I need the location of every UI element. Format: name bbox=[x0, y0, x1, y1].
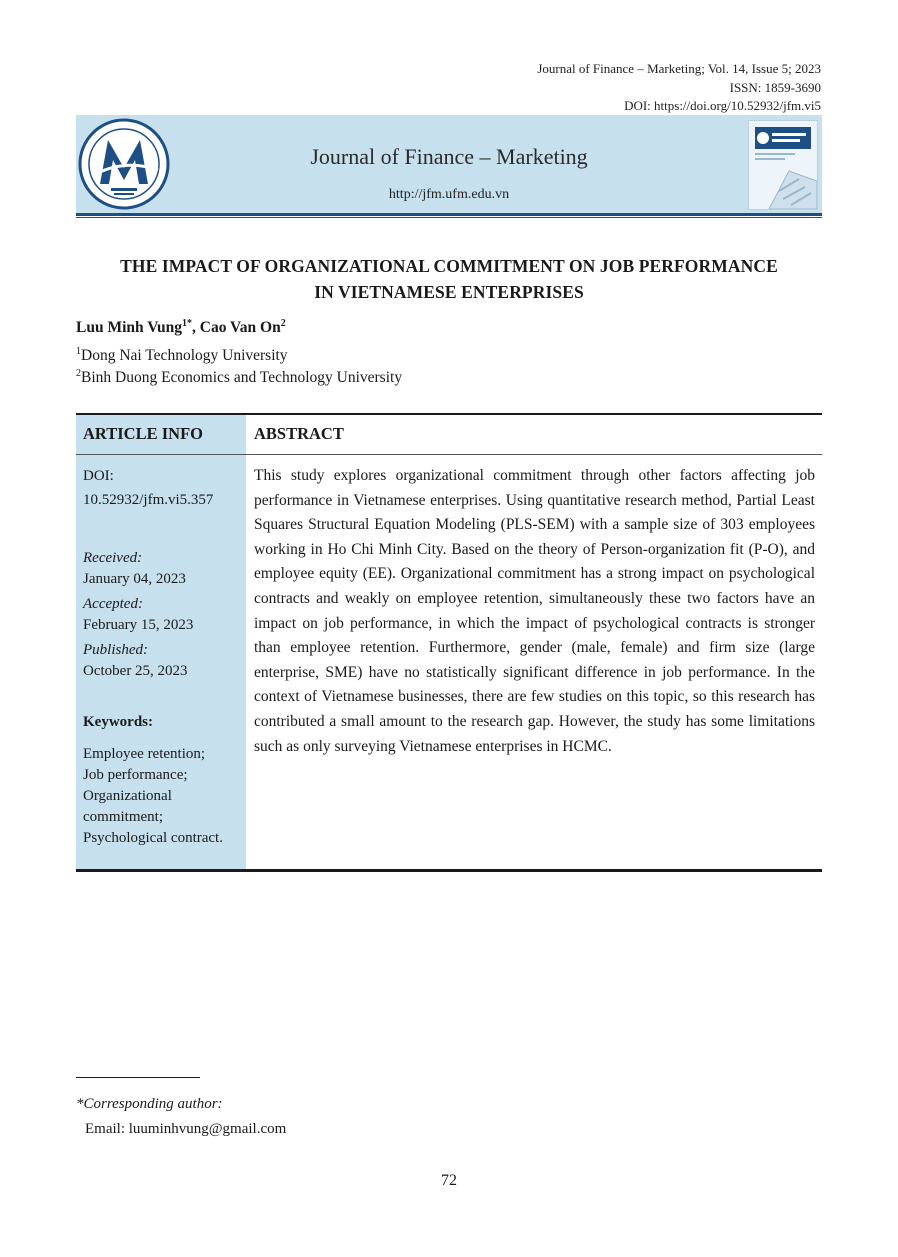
affiliation bbox=[76, 368, 402, 387]
running-header bbox=[537, 60, 821, 116]
article-info-heading: ARTICLE INFO bbox=[83, 424, 203, 443]
keyword: Job performance; bbox=[83, 767, 188, 783]
accepted-label: Accepted: bbox=[83, 596, 143, 612]
journal-banner bbox=[76, 115, 822, 213]
published-label: Published: bbox=[83, 642, 148, 658]
affiliation-name: Dong Nai Technology University bbox=[81, 347, 288, 364]
doi-label: DOI: bbox=[83, 468, 114, 484]
abstract-text: This study explores organizational commitment through other factors affecting job performance in Vietnamese enterprises. Using quantitative research method, Partial Least Squares Structural Equation Modeling (PLS-SEM) with a sample size of 303 employees working in Ho Chi Minh City. Based on the theory of Person-organization fit (P-O), and employee equity (EE). Organizational commitment has a strong impact on psychological contracts and weakly on employee retention, simultaneously these two factors have an impact on job performance, in which the impact of psychological contracts is stronger than employee retention. Furthermore, gender (male, female) and firm size (large enterprise, SME) have no statistically significant difference in job performance. In the context of Vietnamese businesses, there are few studies on this topic, so this research has contributed a small amount to the research gap. However, the study has some limitations such as only surveying Vietnamese enterprises in HCMC. bbox=[254, 467, 815, 755]
keyword: Employee retention; bbox=[83, 746, 206, 762]
keywords-label: Keywords: bbox=[83, 714, 153, 730]
article-info-table bbox=[76, 413, 822, 871]
author-separator: , bbox=[192, 319, 200, 336]
author-mark: 1* bbox=[182, 318, 192, 329]
journal-name: Journal of Finance – Marketing bbox=[310, 144, 588, 169]
doi-value: 10.52932/jfm.vi5.357 bbox=[83, 492, 214, 508]
column-divider bbox=[246, 415, 249, 869]
table-rule-bottom bbox=[76, 869, 822, 872]
author-mark: 2 bbox=[280, 318, 286, 329]
table-rule-top bbox=[76, 413, 822, 415]
footnote-rule bbox=[76, 1077, 200, 1078]
affiliation-name: Binh Duong Economics and Technology University bbox=[81, 369, 403, 386]
abstract-heading: ABSTRACT bbox=[254, 424, 344, 443]
author-name: Luu Minh Vung bbox=[76, 319, 182, 336]
keyword: Psychological contract. bbox=[83, 830, 223, 846]
affiliation-mark: 2 bbox=[76, 368, 81, 379]
journal-cover-thumbnail-icon bbox=[748, 120, 818, 210]
article-title-line2: IN VIETNAMESE ENTERPRISES bbox=[314, 282, 584, 302]
received-label: Received: bbox=[83, 550, 143, 566]
journal-doi: DOI: https://doi.org/10.52932/jfm.vi5 bbox=[624, 98, 821, 113]
journal-url: http://jfm.ufm.edu.vn bbox=[388, 187, 510, 202]
banner-rule bbox=[76, 213, 822, 216]
corresponding-author-email: Email: luuminhvung@gmail.com bbox=[85, 1121, 287, 1137]
page-number: 72 bbox=[441, 1172, 457, 1189]
received-date: January 04, 2023 bbox=[83, 571, 186, 587]
keywords-list bbox=[83, 744, 243, 849]
keyword: Organizational commitment; bbox=[83, 788, 172, 825]
published-date: October 25, 2023 bbox=[83, 663, 188, 679]
journal-issn: ISSN: 1859-3690 bbox=[729, 79, 821, 95]
table-rule-header bbox=[76, 454, 822, 455]
affiliation bbox=[76, 346, 288, 365]
article-title bbox=[76, 253, 822, 305]
banner-rule-thin bbox=[76, 217, 822, 218]
journal-citation: Journal of Finance – Marketing; Vol. 14, Issue 5; 2023 bbox=[537, 61, 821, 76]
author-name: Cao Van On bbox=[199, 319, 281, 336]
affiliation-mark: 1 bbox=[76, 346, 81, 357]
article-title-line1: THE IMPACT OF ORGANIZATIONAL COMMITMENT ON JOB PERFORMANCE bbox=[120, 256, 778, 276]
corresponding-author-label: *Corresponding author: bbox=[76, 1096, 223, 1112]
accepted-date: February 15, 2023 bbox=[83, 617, 194, 633]
author-list bbox=[76, 318, 286, 337]
